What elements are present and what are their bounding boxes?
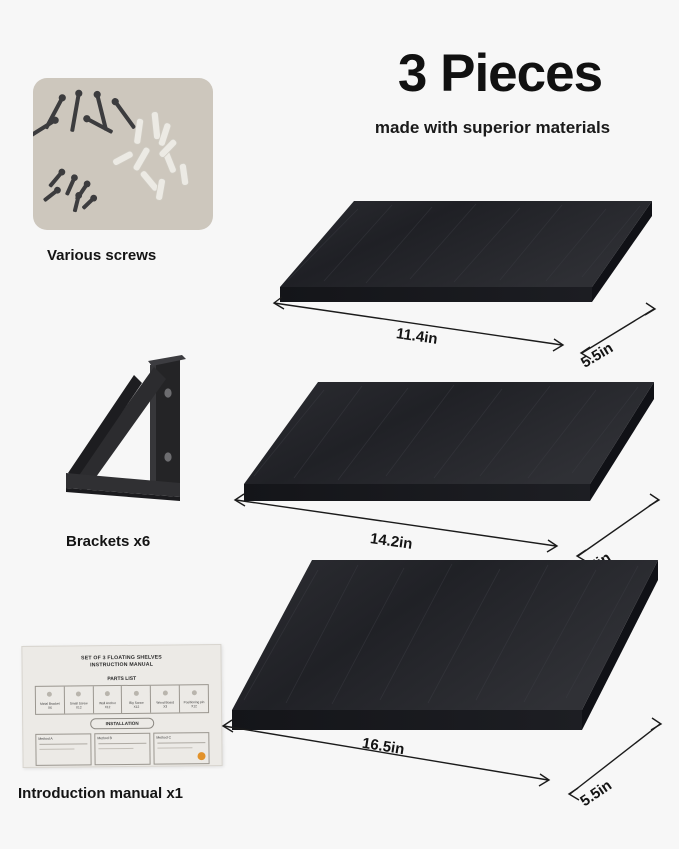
manual-part-cell: Metal Bracket X6 (36, 687, 65, 714)
page-subtitle: made with superior materials (374, 118, 611, 137)
bracket-image (30, 345, 220, 515)
dim-depth-small: 5.5in (578, 339, 617, 372)
dim-depth-large: 5.5in (577, 776, 616, 811)
manual-part-cell: Positioning pin X12 (180, 685, 208, 712)
manual-part-cell: Small Screw X12 (65, 686, 94, 713)
manual-image (21, 644, 222, 768)
manual-parts-table (35, 684, 209, 715)
manual-method-a: Method A (35, 733, 91, 766)
screws-icon (33, 78, 213, 230)
screws-image (33, 78, 213, 230)
manual-part-cell: Big Screw X12 (122, 686, 151, 713)
manual-methods (35, 732, 209, 766)
shelf-small-image (262, 185, 677, 370)
manual-method-c: Method C (153, 732, 209, 765)
bracket-icon (30, 345, 220, 515)
manual-title: SET OF 3 FLOATING SHELVES INSTRUCTION MANUAL (81, 654, 162, 669)
page-title: 3 Pieces (397, 44, 603, 103)
manual-part-cell: Wood Board X3 (151, 685, 180, 712)
dim-length-small: 11.4in (395, 325, 439, 348)
caption-screws: Various screws (47, 247, 157, 264)
manual-install-header: INSTALLATION (90, 718, 154, 730)
manual-part-cell: Wall Anchor X12 (93, 686, 122, 713)
manual-parts-header: PARTS LIST (107, 675, 137, 683)
dim-length-medium: 14.2in (369, 530, 414, 553)
manual-method-b: Method B (94, 733, 150, 766)
caption-manual: Introduction manual x1 (18, 785, 184, 802)
caption-brackets: Brackets x6 (66, 533, 151, 550)
dim-length-large: 16.5in (360, 734, 406, 759)
